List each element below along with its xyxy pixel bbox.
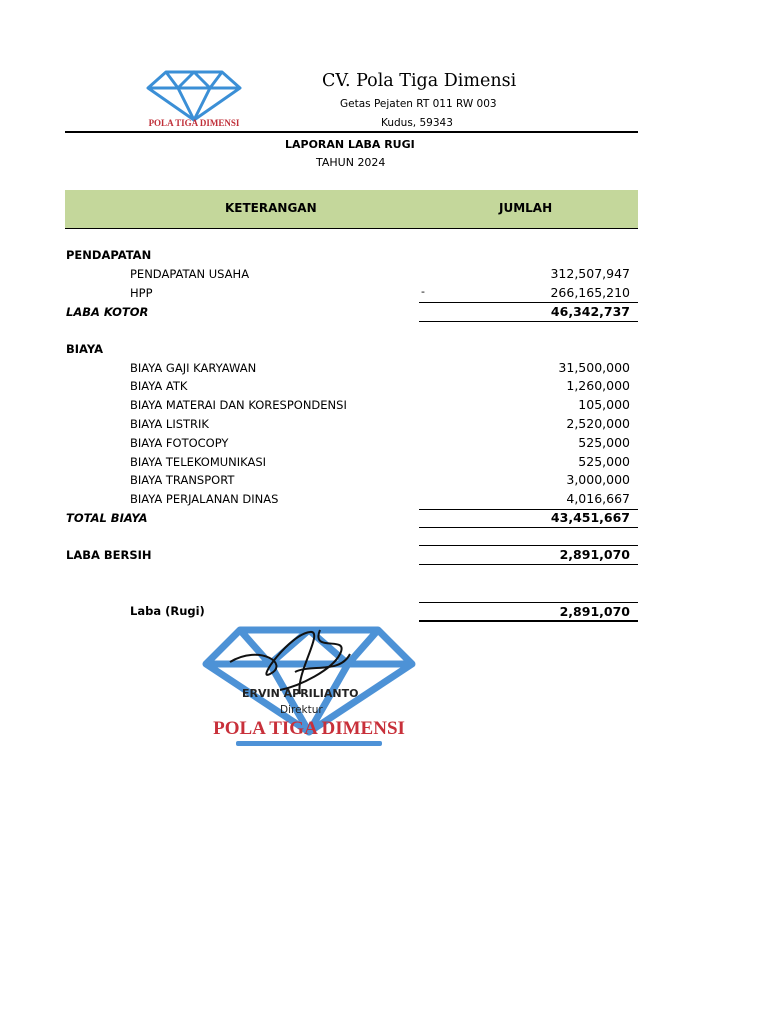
expense-item-label: BIAYA TRANSPORT — [130, 473, 235, 487]
expense-item-value: 525,000 — [578, 435, 630, 450]
company-name: CV. Pola Tiga Dimensi — [322, 71, 517, 91]
column-amount: JUMLAH — [499, 201, 553, 215]
revenue-item-label: PENDAPATAN USAHA — [130, 267, 250, 281]
subtotal-underline — [419, 321, 638, 322]
diamond-icon — [148, 72, 240, 120]
expense-item-value: 3,000,000 — [566, 472, 630, 487]
subtotal-line — [419, 302, 638, 303]
net-profit-value: 2,891,070 — [559, 547, 630, 562]
expense-item-label: BIAYA PERJALANAN DINAS — [130, 492, 279, 506]
profit-loss-value: 2,891,070 — [559, 604, 630, 619]
expense-item-value: 2,520,000 — [566, 416, 630, 431]
header-divider — [65, 131, 638, 133]
subtotal-underline — [419, 527, 638, 528]
gross-profit-label: LABA KOTOR — [66, 305, 149, 319]
revenue-item-label: HPP — [130, 286, 153, 300]
revenue-item-value: 312,507,947 — [550, 266, 630, 281]
address-line-2: Kudus, 59343 — [381, 117, 453, 129]
diamond-icon — [206, 630, 412, 732]
section-expenses-heading: BIAYA — [66, 342, 103, 356]
address-line-1: Getas Pejaten RT 011 RW 003 — [340, 98, 497, 110]
expense-item-value: 1,260,000 — [566, 378, 630, 393]
expense-item-value: 31,500,000 — [558, 360, 630, 375]
signatory-role: Direktur — [280, 704, 323, 716]
minus-sign: - — [421, 285, 425, 298]
total-expenses-label: TOTAL BIAYA — [66, 511, 148, 525]
logo-text: POLA TIGA DIMENSI — [148, 118, 240, 128]
signatory-name: ERVIN APRILIANTO — [242, 687, 359, 700]
profit-loss-label: Laba (Rugi) — [130, 604, 205, 618]
gross-profit-value: 46,342,737 — [550, 304, 630, 319]
expense-item-value: 525,000 — [578, 454, 630, 469]
section-revenue-heading: PENDAPATAN — [66, 248, 152, 262]
net-line — [419, 545, 638, 546]
revenue-item-value: 266,165,210 — [550, 285, 630, 300]
net-profit-label: LABA BERSIH — [66, 548, 152, 562]
expense-item-label: BIAYA ATK — [130, 379, 188, 393]
net-underline — [419, 564, 638, 565]
profit-double-underline — [419, 620, 638, 622]
expense-item-label: BIAYA GAJI KARYAWAN — [130, 361, 257, 375]
report-title: LAPORAN LABA RUGI — [285, 138, 415, 151]
total-expenses-value: 43,451,667 — [550, 510, 630, 525]
expense-item-label: BIAYA LISTRIK — [130, 417, 209, 431]
company-logo — [144, 66, 244, 132]
expense-item-label: BIAYA MATERAI DAN KORESPONDENSI — [130, 398, 347, 412]
profit-line — [419, 602, 638, 603]
expense-item-label: BIAYA TELEKOMUNIKASI — [130, 455, 267, 469]
column-description: KETERANGAN — [225, 201, 317, 215]
expense-item-value: 105,000 — [578, 397, 630, 412]
report-year: TAHUN 2024 — [316, 156, 386, 169]
stamp-text: POLA TIGA DIMENSI — [213, 718, 405, 739]
expense-item-value: 4,016,667 — [566, 491, 630, 506]
expense-item-label: BIAYA FOTOCOPY — [130, 436, 229, 450]
